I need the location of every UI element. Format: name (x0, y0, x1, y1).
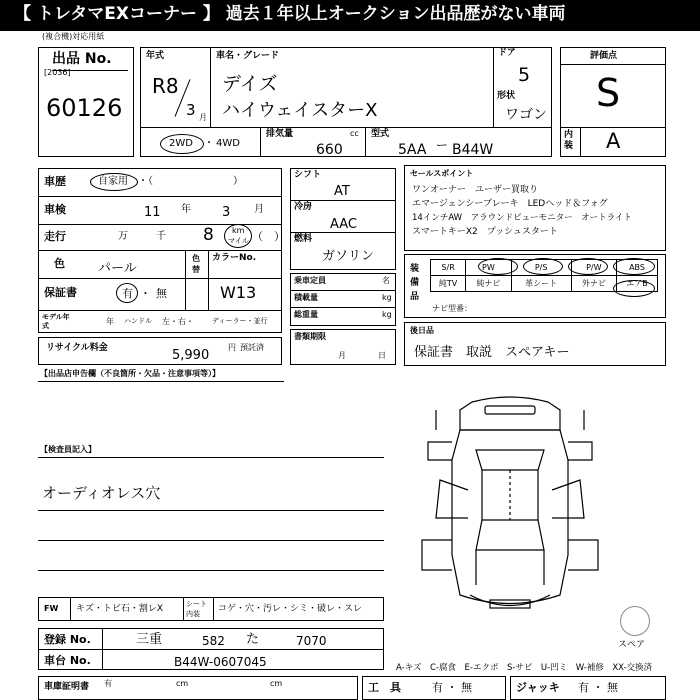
recycle-label: リサイクル料金 (46, 343, 108, 353)
after-items: 保証書 取説 スペアキー (414, 345, 570, 360)
model-type-value: B44W (452, 142, 494, 158)
capacity-unit: 名 (382, 276, 390, 285)
model-type-label: 型式 (371, 129, 390, 139)
declaration-label: 【出品店申告欄（不良箇所・欠品・注意事項等）】 (40, 369, 220, 378)
shape-value: ワゴン (505, 107, 547, 123)
reg-deadline-month-unit: 月 (338, 351, 346, 360)
color-code-label: カラーNo. (212, 253, 257, 263)
registration-kana: た (246, 632, 260, 647)
warranty-sep: ・ (140, 287, 151, 300)
spare-tire-icon (620, 606, 650, 636)
gross-label: 総重量 (294, 310, 318, 319)
year-month-unit: 月 (199, 113, 207, 122)
mileage-label: 走行 (44, 230, 66, 243)
recycle-unit: 円 (228, 343, 236, 352)
after-label: 後日品 (410, 326, 434, 335)
displacement-value: 660 (316, 142, 343, 158)
seat-label: シート内装 (186, 600, 207, 618)
displacement-unit: cc (350, 129, 359, 138)
year-era: R8 (152, 74, 179, 98)
dealer-label: ディーラー・並行 (212, 317, 268, 325)
mileage-sen: 千 (156, 231, 166, 242)
fw-label: FW (44, 604, 59, 613)
chassis-value: B44W-0607045 (174, 655, 267, 669)
grade-value: S (596, 71, 621, 115)
inspection-month-unit: 月 (254, 204, 264, 215)
name-label: 車名・グレード (216, 51, 280, 61)
ac-value: AAC (330, 217, 357, 232)
grade-label: 評価点 (590, 51, 618, 61)
shift-label: シフト (294, 170, 322, 180)
equip-circle (523, 258, 563, 275)
registration-num2: 7070 (296, 634, 327, 648)
equipment-item: 純TV (431, 276, 466, 292)
reg-deadline-day-unit: 日 (378, 351, 386, 360)
model-type-dash: ー (436, 138, 449, 152)
inspection-label: 車検 (44, 203, 66, 216)
shape-label: 形状 (497, 91, 516, 101)
fuel-label: 燃料 (294, 234, 313, 244)
equipment-item: 革シート (511, 276, 571, 292)
model-year-label: モデル年式 (42, 313, 70, 330)
equip-circle (613, 258, 655, 275)
sales-point-line: 14インチAW アラウンドビューモニター オートライト (412, 213, 632, 223)
mileage-after: （ ） (252, 230, 285, 243)
chassis-label: 車台 No. (44, 654, 91, 667)
handle-opts: 左・右・ (162, 317, 194, 326)
sales-point-line: ワンオーナー ユーザー買取り (412, 185, 539, 195)
garage-cert-mark: cm (176, 679, 189, 688)
interior-label: 内装 (564, 130, 574, 151)
reg-deadline-label: 書類期限 (294, 332, 326, 341)
damage-legend: A-キズ C-腐食 E-エクボ S-サビ U-凹ミ W-補修 XX-交換済 (396, 663, 653, 673)
equipment-item: PW (466, 260, 511, 276)
mileage-unit-mile: マイル (228, 237, 249, 245)
equip-circle (478, 258, 518, 275)
inspector-note: オーディオレス穴 (42, 484, 161, 502)
model-year-unit: 年 (106, 317, 114, 326)
lot-number: 60126 (46, 94, 123, 122)
garage-cert-mark: 有 (104, 679, 112, 688)
doors-value: 5 (518, 64, 531, 86)
doors-label: ドア (498, 48, 516, 58)
handle-label: ハンドル (124, 317, 152, 325)
grade-name: ハイウェイスターX (222, 100, 378, 121)
inspection-month: 3 (222, 205, 231, 220)
warranty-yes: 有 (122, 287, 133, 300)
inspection-year: 11 (144, 205, 161, 220)
garage-cert-label: 車庫証明書 (44, 682, 90, 692)
lot-tag: [2036] (44, 68, 71, 77)
lot-label: 出品 No. (52, 51, 112, 67)
garage-cert-mark: cm (270, 679, 283, 688)
color-code: W13 (220, 283, 257, 302)
ac-label: 冷房 (294, 202, 313, 212)
color-change-label: 色替 (192, 254, 200, 274)
car-damage-diagram (410, 390, 610, 620)
gross-unit: kg (382, 310, 392, 319)
seat-text: コゲ・穴・汚レ・シミ・破レ・スレ (218, 604, 363, 614)
registration-label: 登録 No. (44, 633, 91, 646)
mileage-unit-km: km (232, 226, 245, 235)
sales-point-line: エマージェンシーブレーキ LEDヘッド＆フォグ (412, 199, 608, 209)
shift-value: AT (334, 184, 350, 199)
equip-circle (568, 258, 608, 275)
registration-pref: 三重 (136, 632, 163, 647)
mileage-man: 万 (118, 231, 128, 242)
drive-4wd: 4WD (216, 138, 240, 149)
fuel-value: ガソリン (322, 249, 375, 264)
model-type-prefix: 5AA (398, 142, 427, 158)
jack-label: ジャッキ (516, 681, 560, 694)
banner-text: 【 トレタマEXコーナー 】 過去１年以上オークション出品歴がない車両 (14, 4, 566, 24)
year-label: 年式 (146, 51, 165, 61)
model-name: デイズ (222, 73, 278, 95)
equipment-item: P/W (571, 260, 616, 276)
fw-text: キズ・トビ石・割レX (76, 604, 163, 614)
interior-value: A (606, 129, 621, 153)
equipment-item: P/S (511, 260, 571, 276)
warranty-label: 保証書 (44, 286, 77, 299)
equipment-item: ABS (617, 260, 658, 276)
sales-point-line: スマートキーX2 プッシュスタート (412, 227, 558, 237)
history-label: 車歴 (44, 175, 66, 188)
color-label: 色 (54, 257, 65, 270)
equipment-item: 純ナビ (466, 276, 511, 292)
recycle-value: 5,990 (172, 348, 210, 363)
inspection-year-unit: 年 (181, 204, 191, 215)
year-month: 3 (186, 101, 196, 119)
displacement-label: 排気量 (266, 129, 294, 139)
top-note: (複合機)対応用紙 (42, 32, 105, 41)
load-unit: kg (382, 293, 392, 302)
warranty-no: 無 (156, 287, 167, 300)
spare-label: スペア (618, 640, 646, 650)
load-label: 積載量 (294, 293, 318, 302)
registration-num1: 582 (202, 634, 225, 648)
sales-points-label: セールスポイント (410, 169, 474, 178)
color-value: パール (98, 261, 137, 276)
mileage-value: 8 (203, 225, 214, 245)
recycle-note: 預託済 (240, 343, 264, 352)
equipment-item: エアB (617, 276, 658, 292)
tools-label: 工 具 (368, 681, 401, 694)
equipment-label: 装備品 (410, 264, 420, 302)
drive-sep: ・ (204, 138, 214, 149)
equip-circle (613, 280, 655, 297)
jack-value: 有 ・ 無 (578, 681, 618, 694)
history-value: 自家用 (98, 176, 128, 187)
inspector-label: 【検査員記入】 (40, 445, 96, 454)
equipment-item: S/R (431, 260, 466, 276)
drive-2wd: 2WD (169, 138, 193, 149)
equipment-item: 外ナビ (571, 276, 616, 292)
history-rest: ・（ ） (138, 176, 243, 187)
navi-label: ナビ型番： (432, 304, 472, 313)
tools-value: 有 ・ 無 (432, 681, 472, 694)
capacity-label: 乗車定員 (294, 276, 326, 285)
